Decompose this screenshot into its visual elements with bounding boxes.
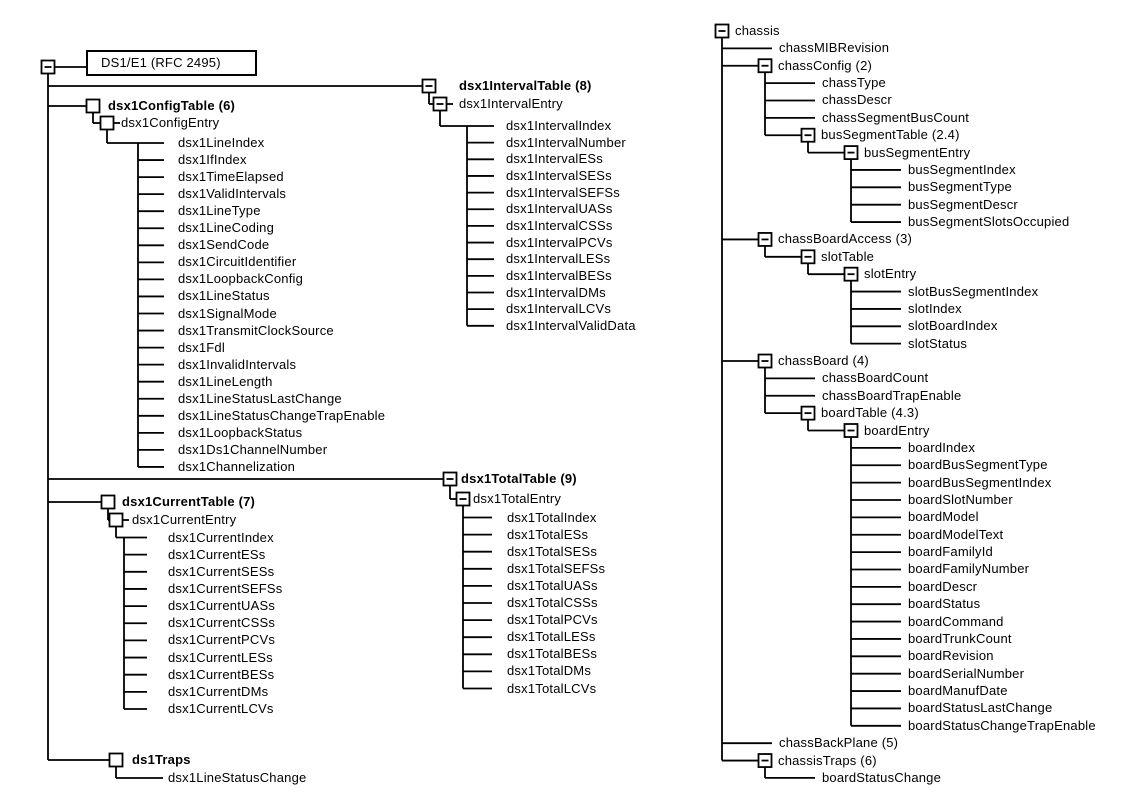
tree-node-label: dsx1CurrentCSSs — [168, 615, 276, 631]
tree-node-label: boardTrunkCount — [908, 630, 1012, 646]
tree-node-label: dsx1TransmitClockSource — [178, 322, 334, 338]
tree-node-label: boardDescr — [908, 578, 978, 594]
tree-node-label: dsx1LineLength — [178, 373, 273, 389]
tree-node-label: boardSerialNumber — [908, 665, 1025, 681]
tree-node-label: dsx1CurrentSEFSs — [168, 580, 283, 596]
tree-node-label: dsx1TotalEntry — [473, 491, 562, 506]
tree-node-label: chassBoardCount — [822, 370, 929, 386]
tree-node-label: chassisTraps (6) — [778, 752, 877, 768]
tree-node-label: slotEntry — [864, 266, 917, 282]
tree-node-label: dsx1IntervalIndex — [506, 118, 612, 133]
tree-node-label: dsx1IntervalBESs — [506, 267, 612, 283]
tree-node-label: boardBusSegmentIndex — [908, 474, 1052, 490]
tree-node-label: dsx1Fdl — [178, 339, 225, 355]
tree-node-label: dsx1CircuitIdentifier — [178, 254, 297, 270]
tree-node-label: dsx1CurrentUASs — [168, 598, 276, 614]
tree-node-label: slotBoardIndex — [908, 318, 998, 334]
tree-node-label: busSegmentSlotsOccupied — [908, 214, 1070, 230]
tree-node-label: dsx1SignalMode — [178, 305, 277, 321]
tree-node-label: dsx1LineStatusChangeTrapEnable — [178, 407, 386, 423]
expander-minus-icon — [457, 493, 470, 506]
expander-minus-icon — [802, 407, 815, 420]
ds1-root-box — [86, 50, 257, 76]
tree-node-label: chassType — [822, 75, 886, 91]
tree-node-label: dsx1IntervalValidData — [506, 317, 636, 333]
expander-minus-icon — [444, 473, 457, 486]
tree-node-label: dsx1CurrentTable (7) — [122, 494, 256, 509]
tree-node-label: dsx1CurrentESs — [168, 546, 266, 562]
tree-node-label: boardModel — [908, 509, 979, 525]
tree-node-label: dsx1CurrentEntry — [132, 512, 237, 527]
expander-minus-icon — [845, 146, 858, 159]
tree-node-label: boardTable (4.3) — [821, 405, 919, 421]
tree-node-label: dsx1InvalidIntervals — [178, 356, 297, 372]
expander-minus-icon — [759, 754, 772, 767]
tree-node-label: dsx1IntervalPCVs — [506, 234, 613, 250]
expander-minus-icon — [845, 424, 858, 437]
tree-node-label: dsx1Ds1ChannelNumber — [178, 441, 328, 457]
tree-node-label: dsx1TotalLESs — [507, 629, 596, 645]
tree-node-label: dsx1CurrentLESs — [168, 649, 273, 665]
tree-node-label: ds1Traps — [132, 752, 191, 767]
tree-node-label: boardFamilyNumber — [908, 561, 1030, 577]
tree-node-label: chassBoard (4) — [778, 353, 869, 369]
expander-box-icon — [110, 514, 123, 527]
expander-minus-icon — [802, 250, 815, 263]
tree-node-label: dsx1TotalPCVs — [507, 612, 598, 628]
tree-node-label: chassBoardAccess (3) — [778, 231, 913, 247]
expander-minus-icon — [759, 355, 772, 368]
tree-node-label: chassMIBRevision — [779, 40, 890, 56]
tree-node-label: slotTable — [821, 248, 875, 264]
tree-node-label: boardStatus — [908, 596, 981, 612]
tree-node-label: chassConfig (2) — [778, 57, 873, 73]
tree-node-label: dsx1IntervalUASs — [506, 201, 613, 217]
tree-node-label: chassis — [735, 23, 780, 38]
tree-node-label: boardModelText — [908, 526, 1004, 542]
tree-node-label: busSegmentTable (2.4) — [821, 127, 960, 143]
tree-node-label: boardBusSegmentType — [908, 457, 1048, 473]
tree-node-label: dsx1LineStatusLastChange — [178, 390, 342, 406]
tree-node-label: dsx1LoopbackConfig — [178, 271, 304, 287]
tree-node-label: slotStatus — [908, 335, 968, 351]
tree-node-label: busSegmentType — [908, 179, 1012, 195]
tree-node-label: chassBoardTrapEnable — [822, 387, 962, 403]
tree-node-label: chassDescr — [822, 92, 892, 108]
tree-node-label: dsx1IntervalLESs — [506, 251, 611, 267]
tree-node-label: slotIndex — [908, 300, 962, 316]
tree-node-label: dsx1LineCoding — [178, 220, 275, 236]
expander-box-icon — [101, 117, 114, 130]
tree-node-label: dsx1ConfigEntry — [121, 115, 220, 130]
tree-node-label: boardStatusLastChange — [908, 700, 1053, 716]
tree-node-label: dsx1IntervalTable (8) — [459, 78, 592, 93]
tree-node-label: boardStatusChange — [822, 769, 942, 785]
tree-node-label: boardIndex — [908, 439, 976, 455]
tree-node-label: dsx1ValidIntervals — [178, 186, 287, 202]
tree-node-label: dsx1LineStatus — [178, 288, 270, 304]
tree-node-label: dsx1CurrentLCVs — [168, 701, 274, 716]
expander-minus-icon — [759, 233, 772, 246]
tree-node-label: dsx1LineType — [178, 203, 261, 219]
tree-node-label: dsx1ConfigTable (6) — [108, 98, 236, 113]
tree-node-label: dsx1IntervalLCVs — [506, 301, 612, 317]
tree-node-label: dsx1TimeElapsed — [178, 169, 284, 185]
tree-node-label: busSegmentDescr — [908, 196, 1018, 212]
tree-node-label: dsx1TotalSEFSs — [507, 560, 606, 576]
tree-node-label: boardEntry — [864, 422, 930, 438]
tree-node-label: dsx1CurrentIndex — [168, 529, 274, 545]
expander-minus-icon — [716, 25, 729, 38]
tree-node-label: boardFamilyId — [908, 544, 993, 560]
tree-node-label: dsx1IntervalSEFSs — [506, 184, 620, 200]
tree-node-label: dsx1LineIndex — [178, 135, 265, 150]
tree-node-label: dsx1CurrentDMs — [168, 683, 269, 699]
tree-node-label: dsx1IntervalNumber — [506, 134, 626, 150]
tree-node-label: dsx1SendCode — [178, 237, 270, 253]
tree-node-label: dsx1LoopbackStatus — [178, 424, 303, 440]
expander-minus-icon — [423, 80, 436, 93]
tree-node-label: dsx1CurrentPCVs — [168, 632, 276, 648]
expander-minus-icon — [759, 59, 772, 72]
tree-node-label: dsx1CurrentBESs — [168, 666, 275, 682]
tree-node-label: dsx1IntervalSESs — [506, 167, 612, 183]
tree-node-label: dsx1TotalLCVs — [507, 680, 597, 696]
expander-minus-icon — [434, 98, 447, 111]
expander-box-icon — [102, 496, 115, 509]
tree-node-label: boardRevision — [908, 648, 994, 664]
tree-node-label: boardCommand — [908, 613, 1004, 629]
tree-node-label: dsx1TotalBESs — [507, 646, 598, 662]
ds1-root-label: DS1/E1 (RFC 2495) — [101, 55, 221, 70]
tree-node-label: dsx1IntervalESs — [506, 151, 603, 167]
tree-node-label: dsx1IfIndex — [178, 152, 247, 168]
tree-node-label: dsx1IntervalDMs — [506, 284, 606, 300]
tree-node-label: dsx1TotalTable (9) — [461, 471, 577, 486]
tree-node-label: dsx1TotalDMs — [507, 663, 592, 679]
tree-node-label: dsx1Channelization — [178, 458, 296, 474]
tree-node-label: chassSegmentBusCount — [822, 109, 970, 125]
tree-node-label: slotBusSegmentIndex — [908, 283, 1039, 299]
tree-node-label: dsx1CurrentSESs — [168, 563, 275, 579]
tree-node-label: boardSlotNumber — [908, 491, 1013, 507]
expander-minus-icon — [802, 129, 815, 142]
tree-node-label: busSegmentEntry — [864, 144, 971, 160]
tree-node-label: boardManufDate — [908, 683, 1008, 699]
expander-minus-icon — [42, 61, 55, 74]
tree-node-label: dsx1TotalESs — [507, 526, 589, 542]
tree-node-label: chassBackPlane (5) — [779, 735, 899, 751]
tree-node-label: busSegmentIndex — [908, 161, 1016, 177]
tree-node-label: dsx1TotalIndex — [507, 509, 597, 525]
tree-node-label: dsx1TotalSESs — [507, 543, 598, 559]
expander-box-icon — [87, 100, 100, 113]
tree-node-label: boardStatusChangeTrapEnable — [908, 717, 1096, 733]
tree-node-label: dsx1LineStatusChange — [168, 770, 307, 785]
expander-minus-icon — [845, 268, 858, 281]
tree-node-label: dsx1IntervalCSSs — [506, 217, 613, 233]
tree-node-label: dsx1TotalUASs — [507, 577, 598, 593]
tree-node-label: dsx1IntervalEntry — [459, 96, 563, 111]
tree-node-label: dsx1TotalCSSs — [507, 595, 598, 610]
expander-box-icon — [110, 754, 123, 767]
